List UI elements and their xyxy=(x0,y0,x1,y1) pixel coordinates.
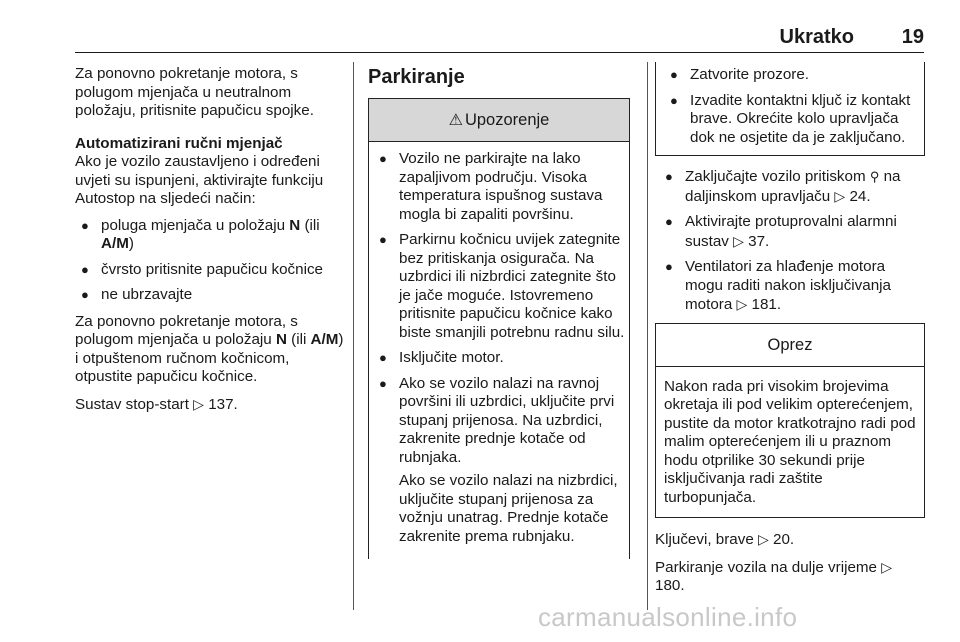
restart-paragraph: Za ponovno pokretanje motora, s polugom mjenjača u neutralnom položaju, pritisnite papučicu spojke. xyxy=(75,65,314,119)
warning-list-continued xyxy=(664,66,916,147)
long-parking-reference[interactable]: Parkiranje vozila na dulje vrijeme ▷ 180. xyxy=(655,558,893,594)
autostop-list xyxy=(75,217,345,305)
list-item: ● Isključite motor. xyxy=(373,349,625,368)
warning-triangle-icon: ⚠ xyxy=(448,112,463,129)
warning-subparagraph: Ako se vozilo nalazi na nizbrdici, uključite stupanj prijenosa za vožnju unatrag. Prednje kotače zakrenite prema rubnjaku. xyxy=(399,472,618,545)
reference-arrow-icon: ▷ xyxy=(757,531,769,547)
reference-arrow-icon: ▷ xyxy=(881,558,893,575)
list-item: ● Zaključajte vozilo pritiskom ⚲ na daljinskom upravljaču ▷ 24. xyxy=(659,168,921,206)
parking-list xyxy=(655,168,925,315)
list-item: ● Parkirnu kočnicu uvijek zategnite bez pritiskanja osigurača. Na uzbrdici ili nizbrdici zategnite što je jače moguće. Istovremeno pritisnite papučicu kočnice kako biste smanjili potrebnu radnu silu. xyxy=(373,231,625,342)
reference-arrow-icon: ▷ xyxy=(834,187,846,204)
reference-arrow-icon: ▷ xyxy=(736,296,748,312)
column-right xyxy=(655,62,925,604)
page-title: Ukratko xyxy=(779,26,854,48)
header-rule xyxy=(75,52,924,53)
keys-reference[interactable]: Ključevi, brave ▷ 20. xyxy=(655,531,795,548)
list-item: ● Aktivirajte protuprovalni alarmni sustav ▷ 37. xyxy=(659,213,921,251)
list-item: ● Vozilo ne parkirajte na lako zapaljivom području. Visoka temperatura ispušnog sustava mogla bi zapaliti površinu. xyxy=(373,150,625,224)
reference-arrow-icon: ▷ xyxy=(733,232,744,249)
page-number: 19 xyxy=(901,26,924,48)
list-item: ● ne ubrzavajte xyxy=(75,286,345,305)
warning-header: ⚠ Upozorenje xyxy=(369,99,629,142)
list-item: ● Ako se vozilo nalazi na ravnoj površini ili uzbrdici, uključite prvi stupanj prijenosa. Na uzbrdici, zakrenite prednje kotače od rubnjaka. xyxy=(373,375,625,468)
list-item: ● čvrsto pritisnite papučicu kočnice xyxy=(75,261,345,280)
restart-am-paragraph: Za ponovno pokretanje motora, s polugom mjenjača u položaju N (ili A/M) i otpuštenom ručnom kočnicom, otpustite papučicu kočnice. xyxy=(75,312,344,385)
caution-header: Oprez xyxy=(656,324,924,367)
caution-text: Nakon rada pri visokim brojevima okretaja ili pod velikim opterećenjem, pustite da motor kratkotrajno radi pod malim opterećenjem ili u praznom hodu otprilike 30 sekundi prije isključivanja radi zaštite turbopunjača. xyxy=(664,377,916,506)
reference-arrow-icon: ▷ xyxy=(193,395,204,412)
column-divider-2 xyxy=(647,62,648,610)
autostop-paragraph: Ako je vozilo zaustavljeno i određeni uvjeti su ispunjeni, aktivirajte funkciju Autostop na sljedeći način: xyxy=(75,153,324,207)
warning-box xyxy=(368,98,630,559)
column-middle xyxy=(368,64,630,571)
caution-box xyxy=(655,323,925,519)
section-heading: Automatizirani ručni mjenjač xyxy=(75,134,283,152)
column-divider-1 xyxy=(353,62,354,610)
list-item: ● Izvadite kontaktni ključ iz kontakt brave. Okrećite kolo upravljača dok ne osjetite da je zaključano. xyxy=(664,92,916,148)
list-item: ● Ventilatori za hlađenje motora mogu raditi nakon isključivanja motora ▷ 181. xyxy=(659,258,921,315)
column-left xyxy=(75,65,345,422)
list-item: ● poluga mjenjača u položaju N (ili A/M) xyxy=(75,217,345,254)
section-title: Parkiranje xyxy=(368,66,465,88)
list-item: ● Zatvorite prozore. xyxy=(664,66,916,85)
watermark: carmanualsonline.info xyxy=(538,602,798,632)
warning-continuation-box xyxy=(655,62,925,156)
stop-start-reference[interactable]: Sustav stop-start ▷ 137. xyxy=(75,395,238,413)
lock-key-icon: ⚲ xyxy=(869,169,880,184)
warning-list xyxy=(373,150,625,467)
